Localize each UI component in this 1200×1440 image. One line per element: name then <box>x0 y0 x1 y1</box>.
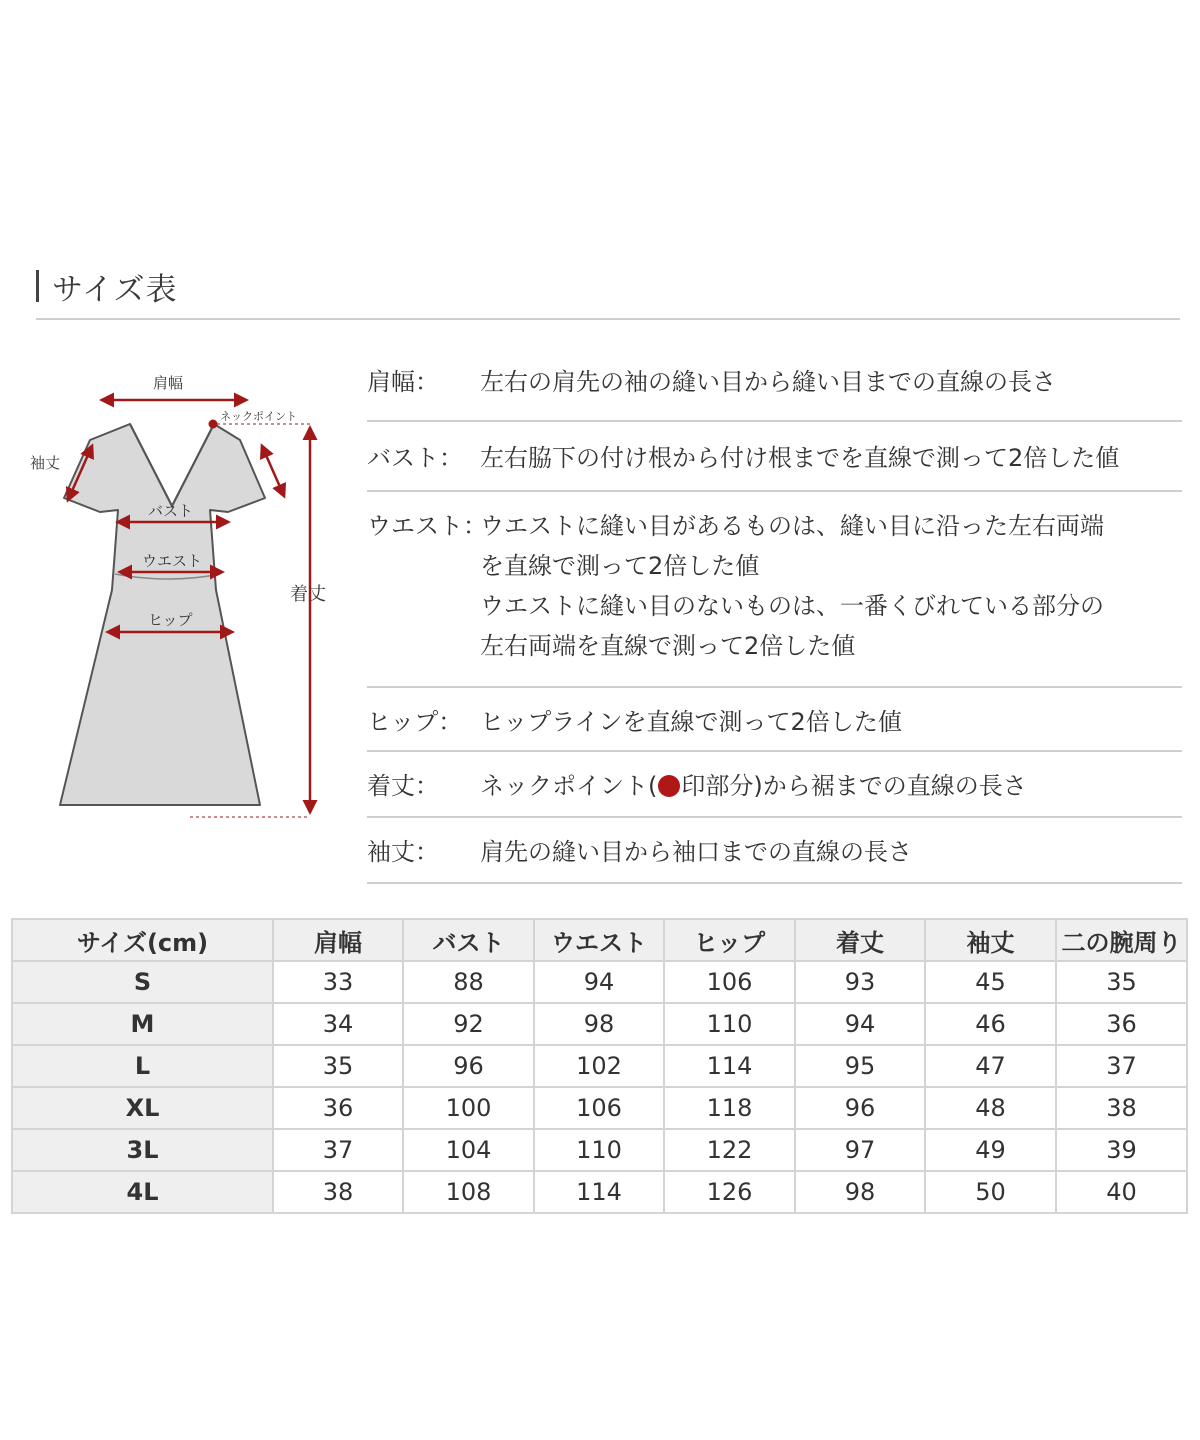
table-cell: 114 <box>664 1045 795 1087</box>
size-cell: 4L <box>12 1171 273 1213</box>
column-header: サイズ(cm) <box>12 919 273 961</box>
definition-term: ウエスト： <box>367 512 487 540</box>
table-cell: 98 <box>534 1003 664 1045</box>
table-header-row <box>12 919 1187 961</box>
definition-text: 印部分)から裾までの直線の長さ <box>681 772 1027 800</box>
table-row <box>12 1003 1187 1045</box>
definition-text: 肩先の縫い目から袖口までの直線の長さ <box>480 838 912 866</box>
column-header: 袖丈 <box>925 919 1056 961</box>
table-row <box>12 1129 1187 1171</box>
table-cell: 106 <box>534 1087 664 1129</box>
table-cell: 37 <box>1056 1045 1187 1087</box>
table-cell: 96 <box>795 1087 925 1129</box>
size-cell: 3L <box>12 1129 273 1171</box>
table-cell: 110 <box>534 1129 664 1171</box>
size-cell: XL <box>12 1087 273 1129</box>
table-cell: 48 <box>925 1087 1056 1129</box>
table-cell: 50 <box>925 1171 1056 1213</box>
definition-text: 左右の肩先の袖の縫い目から縫い目までの直線の長さ <box>480 368 1056 396</box>
table-cell: 106 <box>664 961 795 1003</box>
definition-hip <box>367 688 1182 752</box>
table-cell: 49 <box>925 1129 1056 1171</box>
definition-text: ウエストに縫い目があるものは、縫い目に沿った左右両端 <box>480 512 1104 540</box>
table-cell: 95 <box>795 1045 925 1087</box>
column-header: ウエスト <box>534 919 664 961</box>
table-cell: 36 <box>1056 1003 1187 1045</box>
table-cell: 88 <box>403 961 534 1003</box>
definition-term: 袖丈： <box>367 838 439 866</box>
table-row <box>12 1045 1187 1087</box>
table-cell: 36 <box>273 1087 403 1129</box>
table-cell: 40 <box>1056 1171 1187 1213</box>
definition-text: 左右両端を直線で測って2倍した値 <box>480 632 856 660</box>
size-cell: L <box>12 1045 273 1087</box>
neck-point-marker <box>209 420 218 429</box>
dress-measurement-illustration <box>20 360 350 830</box>
table-cell: 39 <box>1056 1129 1187 1171</box>
table-cell: 100 <box>403 1087 534 1129</box>
table-cell: 93 <box>795 961 925 1003</box>
definition-bust <box>367 422 1182 492</box>
size-cell: M <box>12 1003 273 1045</box>
table-cell: 110 <box>664 1003 795 1045</box>
table-cell: 97 <box>795 1129 925 1171</box>
table-cell: 38 <box>273 1171 403 1213</box>
definition-length <box>367 752 1182 818</box>
definition-term: 肩幅： <box>367 368 439 396</box>
definition-term: ヒップ： <box>367 708 463 736</box>
sleeve-label: 袖丈 <box>30 454 61 472</box>
garment-diagram <box>20 360 350 830</box>
definition-text: ネックポイント( <box>480 772 658 800</box>
table-cell: 45 <box>925 961 1056 1003</box>
bust-label: バスト <box>148 502 194 520</box>
definition-text: ヒップラインを直線で測って2倍した値 <box>480 708 902 736</box>
table-cell: 94 <box>795 1003 925 1045</box>
hip-label: ヒップ <box>148 611 193 629</box>
sleeve-arrow-right <box>262 446 284 496</box>
table-cell: 92 <box>403 1003 534 1045</box>
definition-shoulder <box>367 362 1182 422</box>
waist-label: ウエスト <box>142 552 203 570</box>
definition-text: ウエストに縫い目のないものは、一番くびれている部分の <box>480 592 1104 620</box>
size-table <box>11 918 1188 1214</box>
table-cell: 33 <box>273 961 403 1003</box>
table-row <box>12 961 1187 1003</box>
column-header: バスト <box>403 919 534 961</box>
table-cell: 34 <box>273 1003 403 1045</box>
shoulder-label: 肩幅 <box>153 374 184 392</box>
column-header: 二の腕周り <box>1056 919 1187 961</box>
table-cell: 35 <box>273 1045 403 1087</box>
table-cell: 98 <box>795 1171 925 1213</box>
section-header <box>36 262 1180 320</box>
title-bar-accent <box>36 270 39 302</box>
table-cell: 35 <box>1056 961 1187 1003</box>
table-cell: 102 <box>534 1045 664 1087</box>
table-cell: 37 <box>273 1129 403 1171</box>
size-cell: S <box>12 961 273 1003</box>
column-header: 肩幅 <box>273 919 403 961</box>
definition-sleeve <box>367 818 1182 884</box>
definition-term: 着丈： <box>367 772 439 800</box>
table-cell: 47 <box>925 1045 1056 1087</box>
definition-waist <box>367 492 1182 688</box>
definition-text: 左右脇下の付け根から付け根までを直線で測って2倍した値 <box>480 444 1120 472</box>
table-cell: 94 <box>534 961 664 1003</box>
red-dot-icon <box>658 775 680 797</box>
page-title: サイズ表 <box>52 272 178 308</box>
table-cell: 126 <box>664 1171 795 1213</box>
table-cell: 46 <box>925 1003 1056 1045</box>
table-cell: 96 <box>403 1045 534 1087</box>
measurement-definitions <box>367 362 1182 884</box>
neck-point-label: ネックポイント <box>220 410 297 423</box>
table-cell: 118 <box>664 1087 795 1129</box>
table-row <box>12 1171 1187 1213</box>
column-header: ヒップ <box>664 919 795 961</box>
table-cell: 104 <box>403 1129 534 1171</box>
table-cell: 122 <box>664 1129 795 1171</box>
table-cell: 38 <box>1056 1087 1187 1129</box>
definition-term: バスト： <box>367 444 463 472</box>
column-header: 着丈 <box>795 919 925 961</box>
length-label: 着丈 <box>290 584 326 605</box>
table-cell: 114 <box>534 1171 664 1213</box>
definition-text: を直線で測って2倍した値 <box>480 552 760 580</box>
table-row <box>12 1087 1187 1129</box>
table-cell: 108 <box>403 1171 534 1213</box>
